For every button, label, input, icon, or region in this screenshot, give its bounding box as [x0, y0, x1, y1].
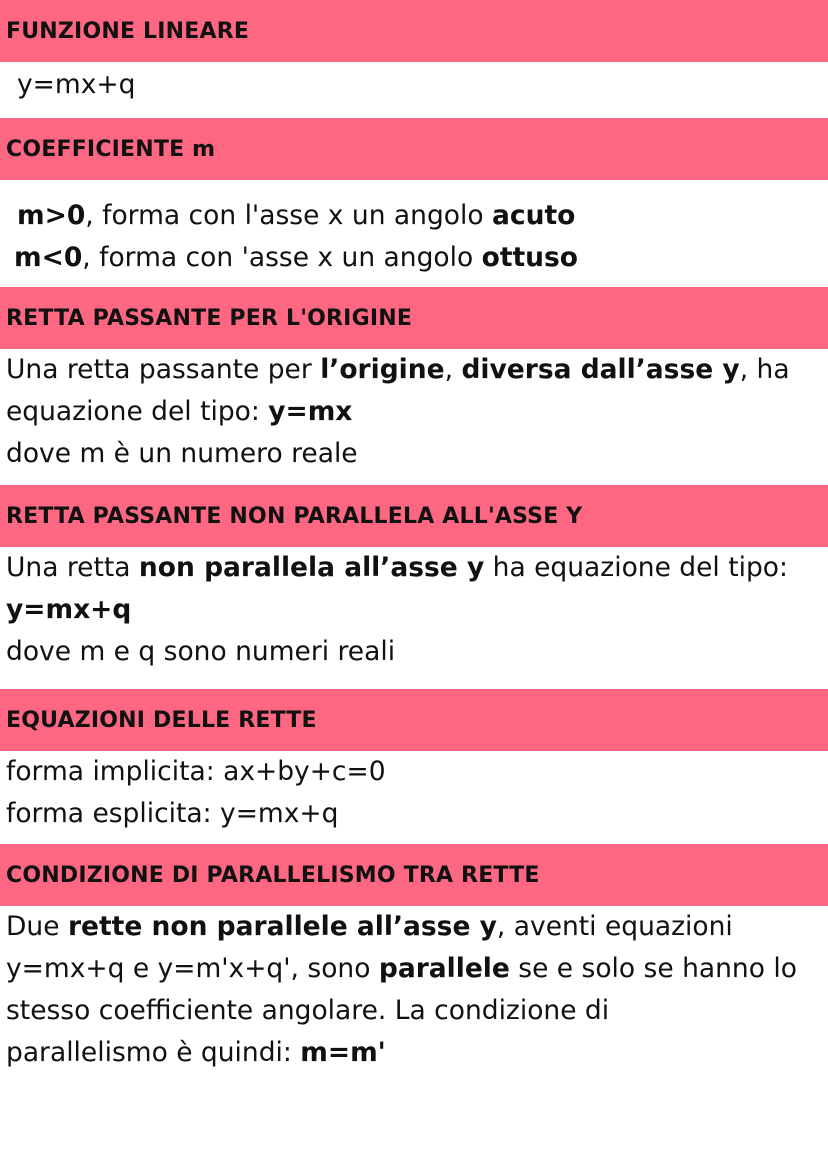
text: parallelismo è quindi: [6, 1037, 301, 1068]
body-line [6, 751, 828, 793]
bold-text: m>0 [17, 200, 86, 231]
text: , aventi equazioni [496, 911, 733, 942]
text: se e solo se hanno lo [509, 953, 797, 984]
section-header-parallelismo [0, 844, 828, 906]
section-title: RETTA PASSANTE PER L'ORIGINE [6, 305, 413, 331]
section-body-funzione-lineare [0, 62, 828, 106]
section-body-parallelismo [0, 906, 828, 1074]
text: equazione del tipo: [6, 396, 269, 427]
bold-text: m<0 [14, 242, 83, 273]
bold-text: parallele [378, 953, 510, 984]
body-line [17, 64, 828, 106]
section-body-retta-origine [0, 349, 828, 475]
section-header-coefficiente-m [0, 118, 828, 180]
bold-text: non parallela all’asse y [138, 552, 485, 583]
body-line [6, 391, 828, 433]
text: y=mx+q e y=m'x+q', sono [6, 953, 379, 984]
text: , forma con 'asse x un angolo [82, 242, 482, 273]
body-line [6, 547, 828, 589]
text: , forma con l'asse x un angolo [85, 200, 492, 231]
section-title: EQUAZIONI DELLE RETTE [6, 707, 317, 733]
section-body-coefficiente-m [0, 195, 828, 279]
section-title: CONDIZIONE DI PARALLELISMO TRA RETTE [6, 862, 540, 888]
text: Due [6, 911, 68, 942]
text: Una retta [6, 552, 139, 583]
body-line [0, 195, 828, 237]
bold-text: y=mx+q [6, 594, 132, 625]
body-line [6, 906, 828, 948]
bold-text: acuto [491, 200, 576, 231]
text: dove m è un numero reale [6, 438, 358, 469]
text: , ha [739, 354, 790, 385]
body-line [6, 433, 828, 475]
section-title: COEFFICIENTE m [6, 136, 216, 162]
body-line [6, 589, 828, 631]
section-body-retta-non-parallela [0, 547, 828, 673]
body-line [6, 631, 828, 673]
text: , [444, 354, 462, 385]
bold-text: y=mx [268, 396, 353, 427]
section-title: FUNZIONE LINEARE [6, 18, 250, 44]
bold-text: m=m' [300, 1037, 386, 1068]
bold-text: l’origine [320, 354, 445, 385]
text: ha equazione del tipo: [484, 552, 788, 583]
body-line [6, 990, 828, 1032]
text: y=mx+q [17, 69, 136, 100]
section-header-funzione-lineare [0, 0, 828, 62]
text: forma implicita: ax+by+c=0 [6, 756, 386, 787]
text: stesso coefficiente angolare. La condizione di [6, 995, 610, 1026]
bold-text: rette non parallele all’asse y [67, 911, 497, 942]
text: Una retta passante per [6, 354, 321, 385]
section-body-equazioni-rette [0, 751, 828, 835]
body-line [6, 948, 828, 990]
bold-text: ottuso [481, 242, 579, 273]
section-header-retta-origine [0, 287, 828, 349]
body-line [0, 237, 828, 279]
text: forma esplicita: y=mx+q [6, 798, 339, 829]
section-header-retta-non-parallela [0, 485, 828, 547]
text: dove m e q sono numeri reali [6, 636, 396, 667]
body-line [6, 1032, 828, 1074]
section-title: RETTA PASSANTE NON PARALLELA ALL'ASSE Y [6, 503, 583, 529]
section-header-equazioni-rette [0, 689, 828, 751]
body-line [6, 349, 828, 391]
body-line [6, 793, 828, 835]
bold-text: diversa dall’asse y [461, 354, 740, 385]
